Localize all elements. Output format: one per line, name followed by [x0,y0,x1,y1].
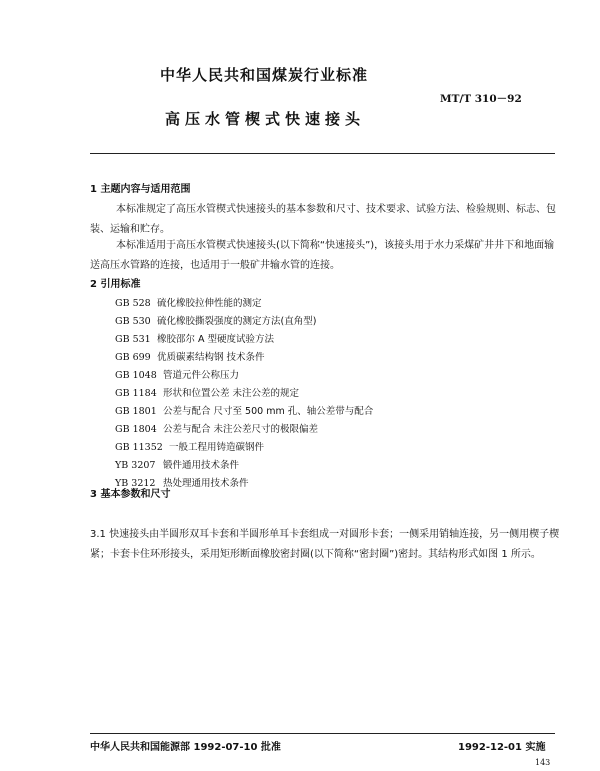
standard-number: MT/T 310－92 [440,93,522,105]
section-2-heading: 2 引用标准 [90,279,141,290]
reference-item [115,421,373,439]
section-3-paragraph-1: 3.1 快速接头由半圆形双耳卡套和半圆形单耳卡套组成一对圆形卡套；一侧采用销轴连接，另一侧用楔子楔紧；卡套卡住环形接头，采用矩形断面橡胶密封圈(以下简称“密封圈”)密封。其结构形式如图 1 所示。 [90,529,560,560]
issuing-body: 中华人民共和国煤炭行业标准 [160,66,369,84]
section-1-heading: 1 主题内容与适用范围 [90,184,191,195]
reference-item [115,385,373,403]
reference-title: 硫化橡胶撕裂强度的测定方法(直角型) [157,316,317,327]
section-1-paragraph-2: 本标准适用于高压水管楔式快速接头(以下简称“快速接头”)，该接头用于水力采煤矿井井下和地面输送高压水管路的连接，也适用于一般矿井输水管的连接。 [90,240,555,271]
reference-item [115,367,373,385]
reference-item [115,403,373,421]
reference-code: GB 1804 [115,424,157,435]
document-title: 高压水管楔式快速接头 [165,110,366,128]
reference-title: 锻件通用技术条件 [163,460,240,471]
reference-title: 一般工程用铸造碳钢件 [169,442,265,453]
reference-item [115,457,373,475]
reference-title: 橡胶邵尔 A 型硬度试验方法 [157,334,275,345]
reference-title: 公差与配合 未注公差尺寸的极限偏差 [163,424,319,435]
reference-item [115,331,373,349]
reference-title: 公差与配合 尺寸至 500 mm 孔、轴公差带与配合 [163,406,374,417]
reference-code: GB 1048 [115,370,157,381]
reference-item [115,313,373,331]
reference-code: GB 1184 [115,388,157,399]
reference-item [115,295,373,313]
section-1-paragraph-1: 本标准规定了高压水管楔式快速接头的基本参数和尺寸、技术要求、试验方法、检验规则、标志、包装、运输和贮存。 [90,204,556,235]
reference-code: YB 3212 [115,478,156,489]
reference-title: 优质碳素结构钢 技术条件 [157,352,265,363]
reference-code: GB 528 [115,298,151,309]
approval-line: 中华人民共和国能源部 1992-07-10 批准 [90,742,281,753]
reference-code: GB 530 [115,316,151,327]
reference-title: 形状和位置公差 未注公差的规定 [163,388,300,399]
reference-title: 硫化橡胶拉伸性能的测定 [157,298,262,309]
section-3-heading: 3 基本参数和尺寸 [90,489,171,500]
reference-title: 管道元件公称压力 [163,370,240,381]
reference-code: GB 11352 [115,442,163,453]
reference-item [115,349,373,367]
reference-code: GB 531 [115,334,151,345]
header-divider [90,153,555,154]
effective-date: 1992-12-01 实施 [458,742,546,753]
page-number: 143 [535,758,551,767]
reference-code: YB 3207 [115,460,156,471]
reference-code: GB 699 [115,352,151,363]
reference-list [115,295,373,493]
reference-title: 热处理通用技术条件 [163,478,249,489]
reference-item [115,439,373,457]
footer-divider [90,733,555,734]
reference-code: GB 1801 [115,406,157,417]
